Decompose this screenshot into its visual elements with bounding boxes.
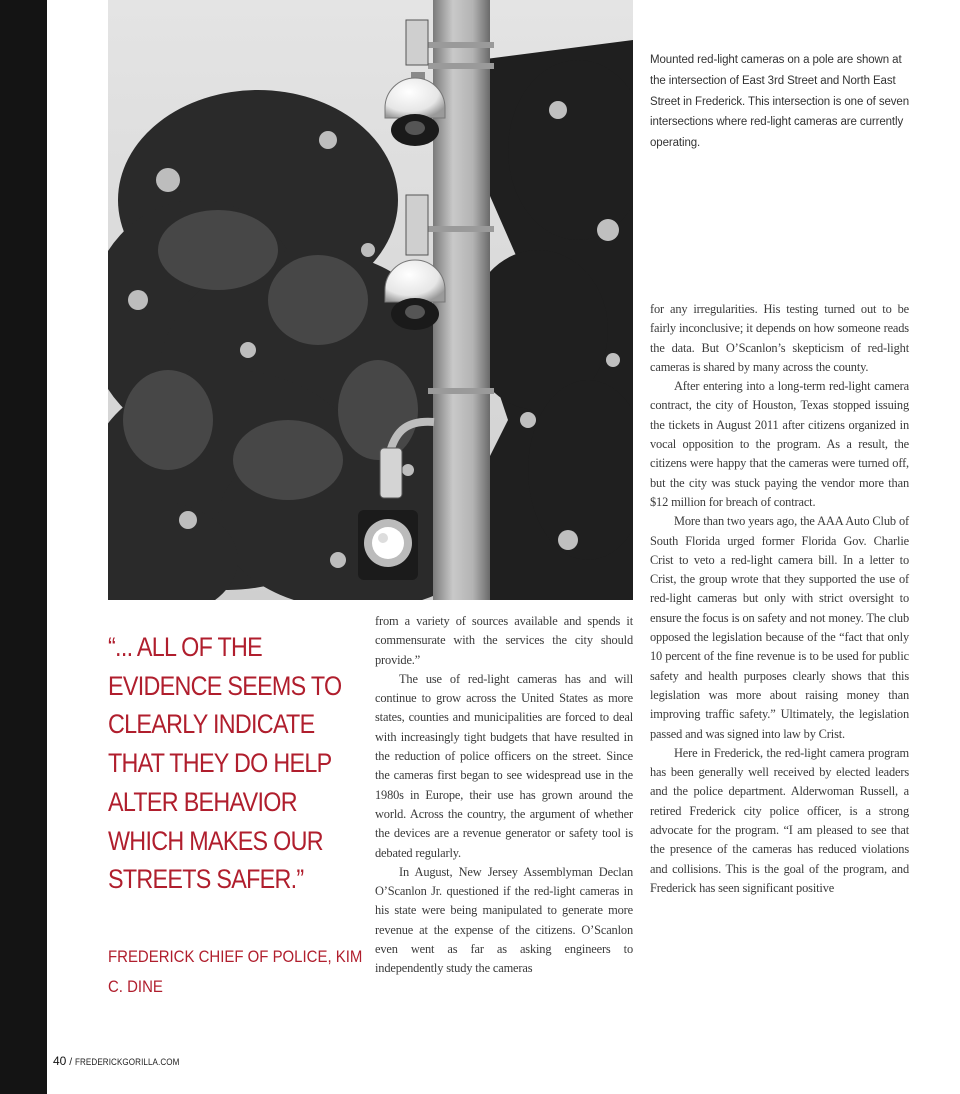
pull-quote: “... ALL OF THE EVIDENCE SEEMS TO CLEARLY INDICATE THAT THEY DO HELP ALTER BEHAVIOR WHICH MAKES OUR STREETS SAFER.” [108, 632, 342, 895]
pull-quote-attribution: FREDERICK CHIEF OF POLICE, KIM C. DINE [108, 947, 363, 996]
footer-separator: / [69, 1056, 73, 1068]
article-paragraph: Here in Frederick, the red-light camera program has been generally well received by elected leaders and the police department. Alderwoman Russell, a retired Frederick city police officer, is a strong advocate for the program. “I am pleased to see that the presence of the cameras has reduced violations and collisions. This is the goal of the program, and Frederick has seen significant positive [650, 745, 909, 895]
article-paragraph: The use of red-light cameras has and will continue to grow across the United States as more states, counties and municipalities are forced to deal with increasingly tight budgets that have resulted in the reduction of police officers on the street. Since the cameras first began to see widespread use in the 1980s in Europe, their use has grown around the world. Across the country, the argument of whether the devices are a revenue generator or safety tool is debated regularly. [375, 671, 633, 860]
red-light-camera-photo [108, 0, 633, 600]
article-paragraph: In August, New Jersey Assemblyman Declan O’Scanlon Jr. questioned if the red-light cameras in his state were being manipulated to generate more revenue at the expense of the citizens. O’Scanlon even went as far as asking engineers to independently study the cameras [375, 864, 633, 976]
article-paragraph: After entering into a long-term red-light camera contract, the city of Houston, Texas stopped issuing the tickets in August 2011 after citizens organized in vocal opposition to the program. As a result, the citizens were happy that the cameras were turned off, but the city was stuck paying the vendor more than $12 million for breach of contract. [650, 379, 909, 509]
article-column-right [650, 300, 909, 898]
photo-caption: Mounted red-light cameras on a pole are shown at the intersection of East 3rd Street and North East Street in Frederick. This intersection is one of seven intersections where red-light cameras are currently operating. [650, 54, 910, 150]
page-footer [53, 1054, 198, 1068]
website-link[interactable]: FREDERICKGORILLA.COM [75, 1057, 180, 1068]
page-number: 40 [53, 1054, 67, 1068]
photo-illustration [108, 0, 633, 600]
article-paragraph: for any irregularities. His testing turned out to be fairly inconclusive; it depends on how someone reads the data. But O’Scanlon’s skepticism of red-light cameras is shared by many across the county. [650, 302, 909, 374]
page-edge-bar [0, 0, 47, 1094]
article-paragraph: More than two years ago, the AAA Auto Club of South Florida urged former Florida Gov. Charlie Crist to veto a red-light camera bill. In a letter to Crist, the group wrote that they supported the use of red-light cameras but only with strict oversight to ensure the focus is on safety and not money. The club opposed the legislation because of the “fact that only 10 percent of the fine revenue is to be used for public safety and health purposes clearly shows that this legislation was more about raising money than improving traffic safety.” Ultimately, the legislation passed and was signed into law by Crist. [650, 514, 909, 741]
article-column-middle [375, 612, 633, 979]
article-paragraph: from a variety of sources available and spends it commensurate with the services the city should provide.” [375, 614, 633, 667]
